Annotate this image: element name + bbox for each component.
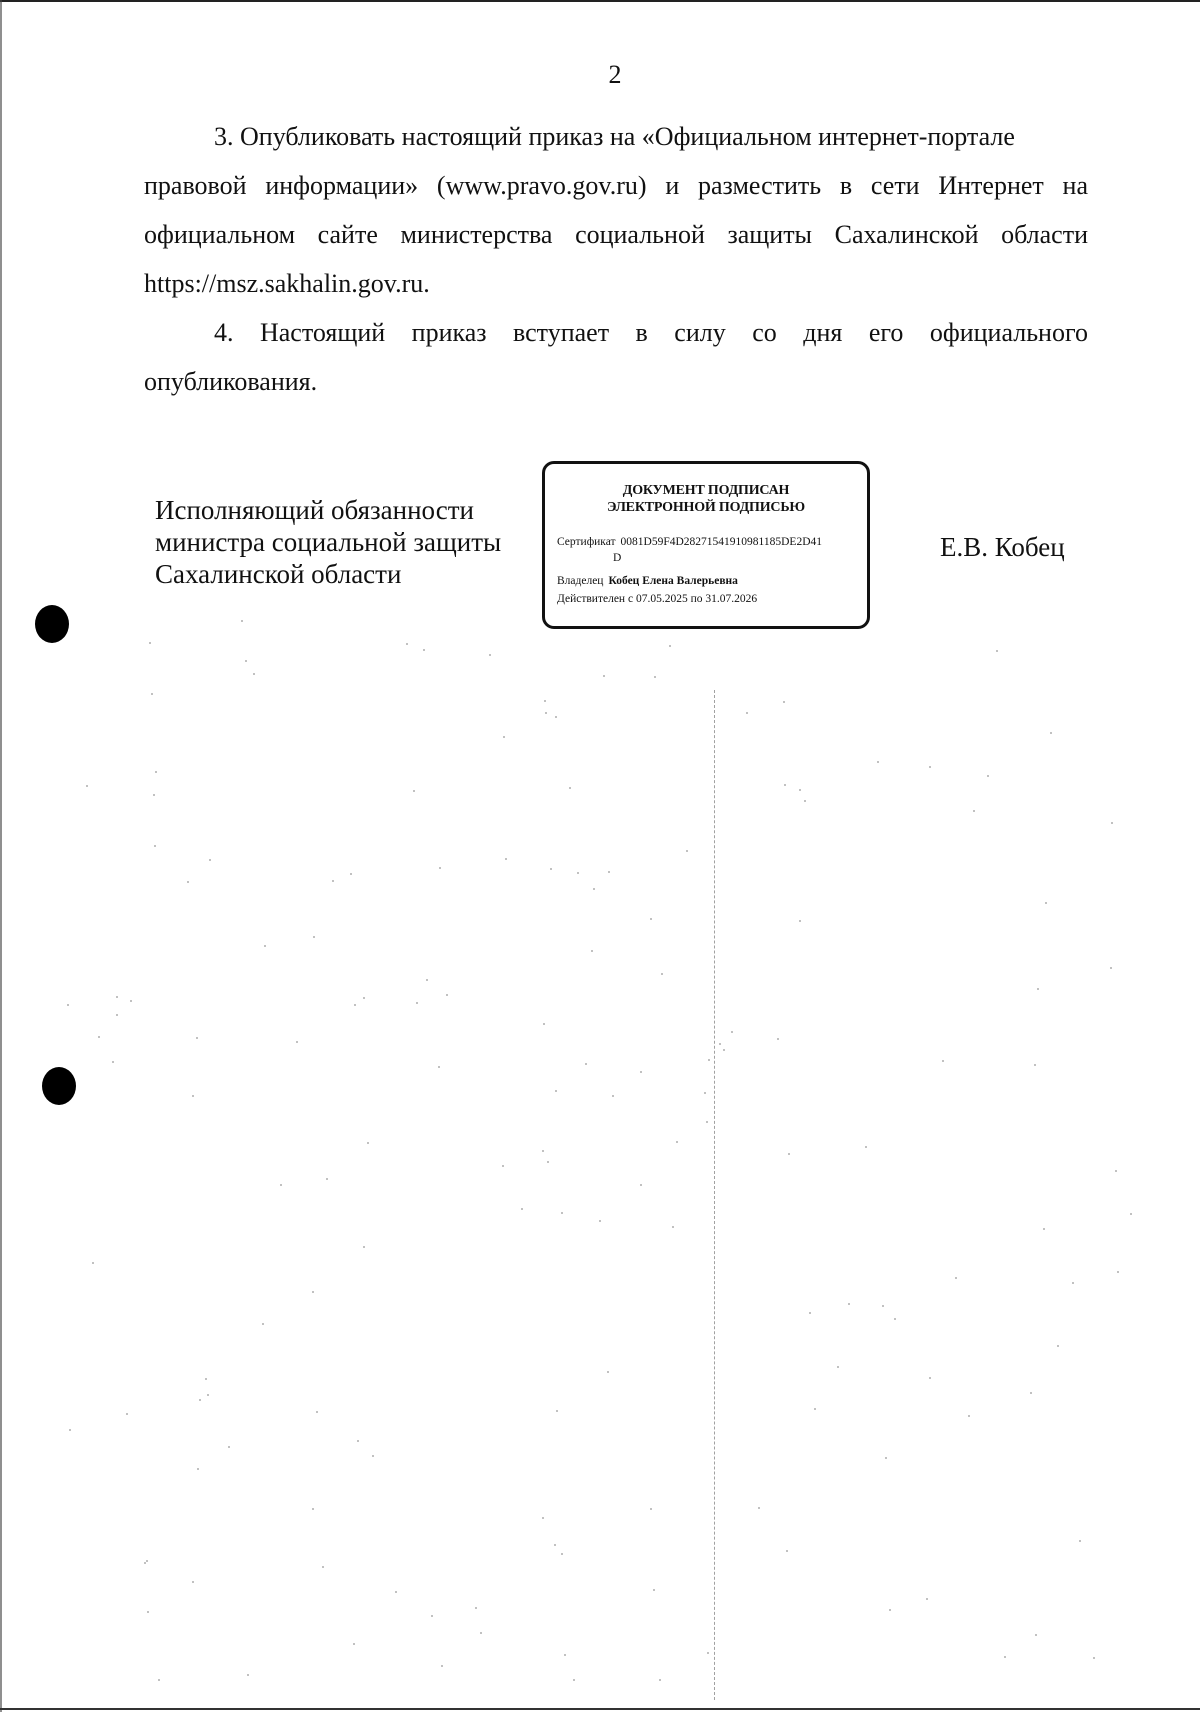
scan-speck: [480, 1632, 482, 1634]
paragraph-3-line-4: https://msz.sakhalin.gov.ru.: [144, 269, 430, 298]
scan-speck: [569, 787, 571, 789]
scan-speck: [86, 785, 88, 787]
scan-speck: [192, 1581, 194, 1583]
scan-speck: [1035, 1634, 1037, 1636]
paragraph-3: [144, 112, 1088, 308]
scan-speck: [550, 868, 552, 870]
scan-speck: [704, 1092, 706, 1094]
paragraph-4-line-1: 4. Настоящий приказ вступает в силу со дня его официального: [214, 318, 1088, 347]
scan-speck: [146, 1560, 148, 1562]
scan-speck: [556, 1410, 558, 1412]
scan-speck: [955, 1277, 957, 1279]
scan-speck: [894, 1318, 896, 1320]
scan-speck: [708, 1059, 710, 1061]
certificate-value: 0081D59F4D28271541910981185DE2D41: [620, 536, 823, 548]
scan-speck: [1072, 1282, 1074, 1284]
scan-speck: [640, 1071, 642, 1073]
scan-speck: [116, 996, 118, 998]
scan-speck: [926, 1598, 928, 1600]
scan-speck: [608, 871, 610, 873]
scan-speck: [502, 1165, 504, 1167]
scan-speck: [196, 1037, 198, 1039]
scan-speck: [126, 1413, 128, 1415]
scan-speck: [521, 1208, 523, 1210]
scan-speck: [783, 701, 785, 703]
scan-speck: [312, 1291, 314, 1293]
scan-speck: [296, 1041, 298, 1043]
scan-speck: [253, 673, 255, 675]
scan-speck: [112, 1061, 114, 1063]
scan-speck: [264, 945, 266, 947]
scan-speck: [116, 1014, 118, 1016]
scan-speck: [1034, 1064, 1036, 1066]
scan-speck: [1043, 1228, 1045, 1230]
scan-speck: [555, 716, 557, 718]
scan-speck: [1037, 988, 1039, 990]
scan-speck: [996, 650, 998, 652]
scan-speck: [130, 1000, 132, 1002]
scan-speck: [686, 850, 688, 852]
scan-speck: [837, 1366, 839, 1368]
scan-speck: [593, 888, 595, 890]
scan-speck: [147, 1611, 149, 1613]
scan-speck: [326, 1178, 328, 1180]
scan-speck: [153, 794, 155, 796]
scan-speck: [848, 1303, 850, 1305]
scan-speck: [1057, 1345, 1059, 1347]
scan-speck: [788, 1153, 790, 1155]
scan-speck: [350, 873, 352, 875]
scan-speck: [1110, 967, 1112, 969]
paragraph-3-line-1: 3. Опубликовать настоящий приказ на «Официальном интернет-портале: [214, 122, 1015, 151]
scan-speck: [640, 1184, 642, 1186]
scan-speck: [426, 979, 428, 981]
punch-hole-mark: [35, 605, 69, 643]
owner-name: Кобец Елена Валерьевна: [608, 575, 738, 587]
scan-speck: [784, 784, 786, 786]
scan-speck: [603, 675, 605, 677]
stamp-certificate: [557, 535, 822, 550]
scan-speck: [505, 858, 507, 860]
scan-speck: [650, 918, 652, 920]
scan-speck: [542, 1150, 544, 1152]
stamp-header-line-2: ЭЛЕКТРОННОЙ ПОДПИСЬЮ: [607, 500, 805, 515]
scan-speck: [151, 693, 153, 695]
scan-speck: [395, 1591, 397, 1593]
scan-speck: [92, 1262, 94, 1264]
scan-speck: [423, 649, 425, 651]
scan-speck: [154, 845, 156, 847]
scan-speck: [207, 1394, 209, 1396]
scan-speck: [1004, 1656, 1006, 1658]
scan-speck: [786, 1550, 788, 1552]
scan-speck: [542, 1517, 544, 1519]
scan-speck: [192, 1095, 194, 1097]
scan-speck: [313, 936, 315, 938]
scan-speck: [1130, 1213, 1132, 1215]
scan-speck: [968, 1415, 970, 1417]
stamp-owner: [557, 574, 738, 589]
signer-position-line-3: Сахалинской области: [155, 559, 402, 589]
scan-speck: [865, 1146, 867, 1148]
scan-speck: [809, 1312, 811, 1314]
scan-speck: [547, 1161, 549, 1163]
scan-speck: [554, 1544, 556, 1546]
scan-speck: [322, 1566, 324, 1568]
scan-speck: [561, 1553, 563, 1555]
scan-fold-line: [714, 690, 715, 1700]
scan-speck: [804, 800, 806, 802]
scan-speck: [659, 1679, 661, 1681]
scan-speck: [158, 1679, 160, 1681]
signer-position-line-2: министра социальной защиты: [155, 527, 502, 557]
signer-position-line-1: Исполняющий обязанности: [155, 495, 474, 525]
scan-speck: [245, 660, 247, 662]
scan-speck: [758, 1507, 760, 1509]
scan-speck: [607, 1371, 609, 1373]
scan-speck: [987, 775, 989, 777]
stamp-header-line-1: ДОКУМЕНТ ПОДПИСАН: [622, 483, 790, 498]
scan-left-edge: [0, 0, 2, 1712]
electronic-signature-stamp: [542, 461, 870, 629]
scan-speck: [67, 1004, 69, 1006]
scan-speck: [612, 1095, 614, 1097]
scan-speck: [877, 761, 879, 763]
scan-speck: [561, 1212, 563, 1214]
scan-speck: [205, 1378, 207, 1380]
scan-speck: [650, 1508, 652, 1510]
scan-speck: [564, 1654, 566, 1656]
page-number: 2: [608, 60, 622, 89]
scan-speck: [69, 1429, 71, 1431]
scan-speck: [577, 872, 579, 874]
scan-speck: [262, 1323, 264, 1325]
scan-speck: [929, 766, 931, 768]
scan-speck: [585, 1063, 587, 1065]
scan-speck: [406, 643, 408, 645]
scan-speck: [723, 1049, 725, 1051]
scan-speck: [155, 771, 157, 773]
scan-speck: [316, 1411, 318, 1413]
scan-speck: [446, 994, 448, 996]
scan-speck: [654, 676, 656, 678]
scan-speck: [799, 789, 801, 791]
scan-speck: [929, 1377, 931, 1379]
scan-speck: [543, 1023, 545, 1025]
scan-speck: [707, 1652, 709, 1654]
scan-speck: [431, 1615, 433, 1617]
scan-speck: [241, 620, 243, 622]
scan-speck: [354, 1004, 356, 1006]
punch-hole-mark: [42, 1067, 76, 1105]
scan-speck: [475, 1607, 477, 1609]
scan-speck: [363, 1246, 365, 1248]
scan-speck: [1111, 822, 1113, 824]
scan-speck: [591, 950, 593, 952]
certificate-label: Сертификат: [557, 536, 616, 548]
scan-speck: [669, 645, 671, 647]
scan-speck: [439, 867, 441, 869]
scan-speck: [731, 1031, 733, 1033]
scan-speck: [1045, 902, 1047, 904]
scan-speck: [363, 997, 365, 999]
scan-speck: [1050, 732, 1052, 734]
scan-speck: [438, 1066, 440, 1068]
paragraph-4: [144, 308, 1088, 406]
scan-speck: [416, 1002, 418, 1004]
scan-speck: [280, 1184, 282, 1186]
scan-speck: [441, 1665, 443, 1667]
scan-speck: [1093, 1657, 1095, 1659]
scan-speck: [247, 1674, 249, 1676]
scan-speck: [814, 1408, 816, 1410]
scan-speck: [719, 1043, 721, 1045]
scan-speck: [653, 1589, 655, 1591]
scan-speck: [357, 1440, 359, 1442]
scan-speck: [882, 1305, 884, 1307]
scan-speck: [144, 1562, 146, 1564]
stamp-header: [545, 482, 867, 516]
scan-speck: [1117, 1271, 1119, 1273]
scan-speck: [672, 1226, 674, 1228]
scan-speck: [599, 1220, 601, 1222]
scan-speck: [889, 1609, 891, 1611]
stamp-validity: Действителен с 07.05.2025 по 31.07.2026: [557, 593, 758, 605]
scan-speck: [1115, 1170, 1117, 1172]
scan-speck: [676, 1141, 678, 1143]
paragraph-4-line-2: опубликования.: [144, 367, 318, 396]
scan-speck: [209, 859, 211, 861]
scan-speck: [372, 1455, 374, 1457]
scan-speck: [777, 1038, 779, 1040]
scan-speck: [149, 642, 151, 644]
scan-speck: [706, 1121, 708, 1123]
scan-speck: [1079, 1540, 1081, 1542]
scan-speck: [885, 1457, 887, 1459]
scan-speck: [1030, 1392, 1032, 1394]
scan-speck: [332, 880, 334, 882]
scan-speck: [367, 1142, 369, 1144]
scan-speck: [197, 1468, 199, 1470]
scan-speck: [746, 712, 748, 714]
scan-speck: [545, 712, 547, 714]
scan-speck: [413, 790, 415, 792]
scan-speck: [544, 700, 546, 702]
scan-speck: [187, 881, 189, 883]
signer-name: Е.В. Кобец: [940, 532, 1065, 562]
certificate-value-continuation: D: [613, 552, 622, 564]
scan-speck: [942, 1060, 944, 1062]
scan-speck: [199, 1399, 201, 1401]
scan-speck: [661, 973, 663, 975]
paragraph-3-line-3: официальном сайте министерства социальной защиты Сахалинской области: [144, 220, 1088, 249]
scan-speck: [228, 1446, 230, 1448]
owner-label: Владелец: [557, 575, 604, 587]
scan-speck: [98, 1036, 100, 1038]
scan-top-edge: [0, 0, 1200, 2]
scan-speck: [312, 1508, 314, 1510]
signer-position: [155, 494, 535, 590]
scan-speck: [555, 1090, 557, 1092]
scan-speck: [489, 654, 491, 656]
paragraph-3-line-2: правовой информации» (www.pravo.gov.ru) и разместить в сети Интернет на: [144, 171, 1088, 200]
scan-speck: [573, 1679, 575, 1681]
scan-speck: [353, 1643, 355, 1645]
scan-bottom-edge: [0, 1708, 1200, 1710]
scan-speck: [799, 920, 801, 922]
scan-speck: [973, 810, 975, 812]
scan-speck: [503, 736, 505, 738]
